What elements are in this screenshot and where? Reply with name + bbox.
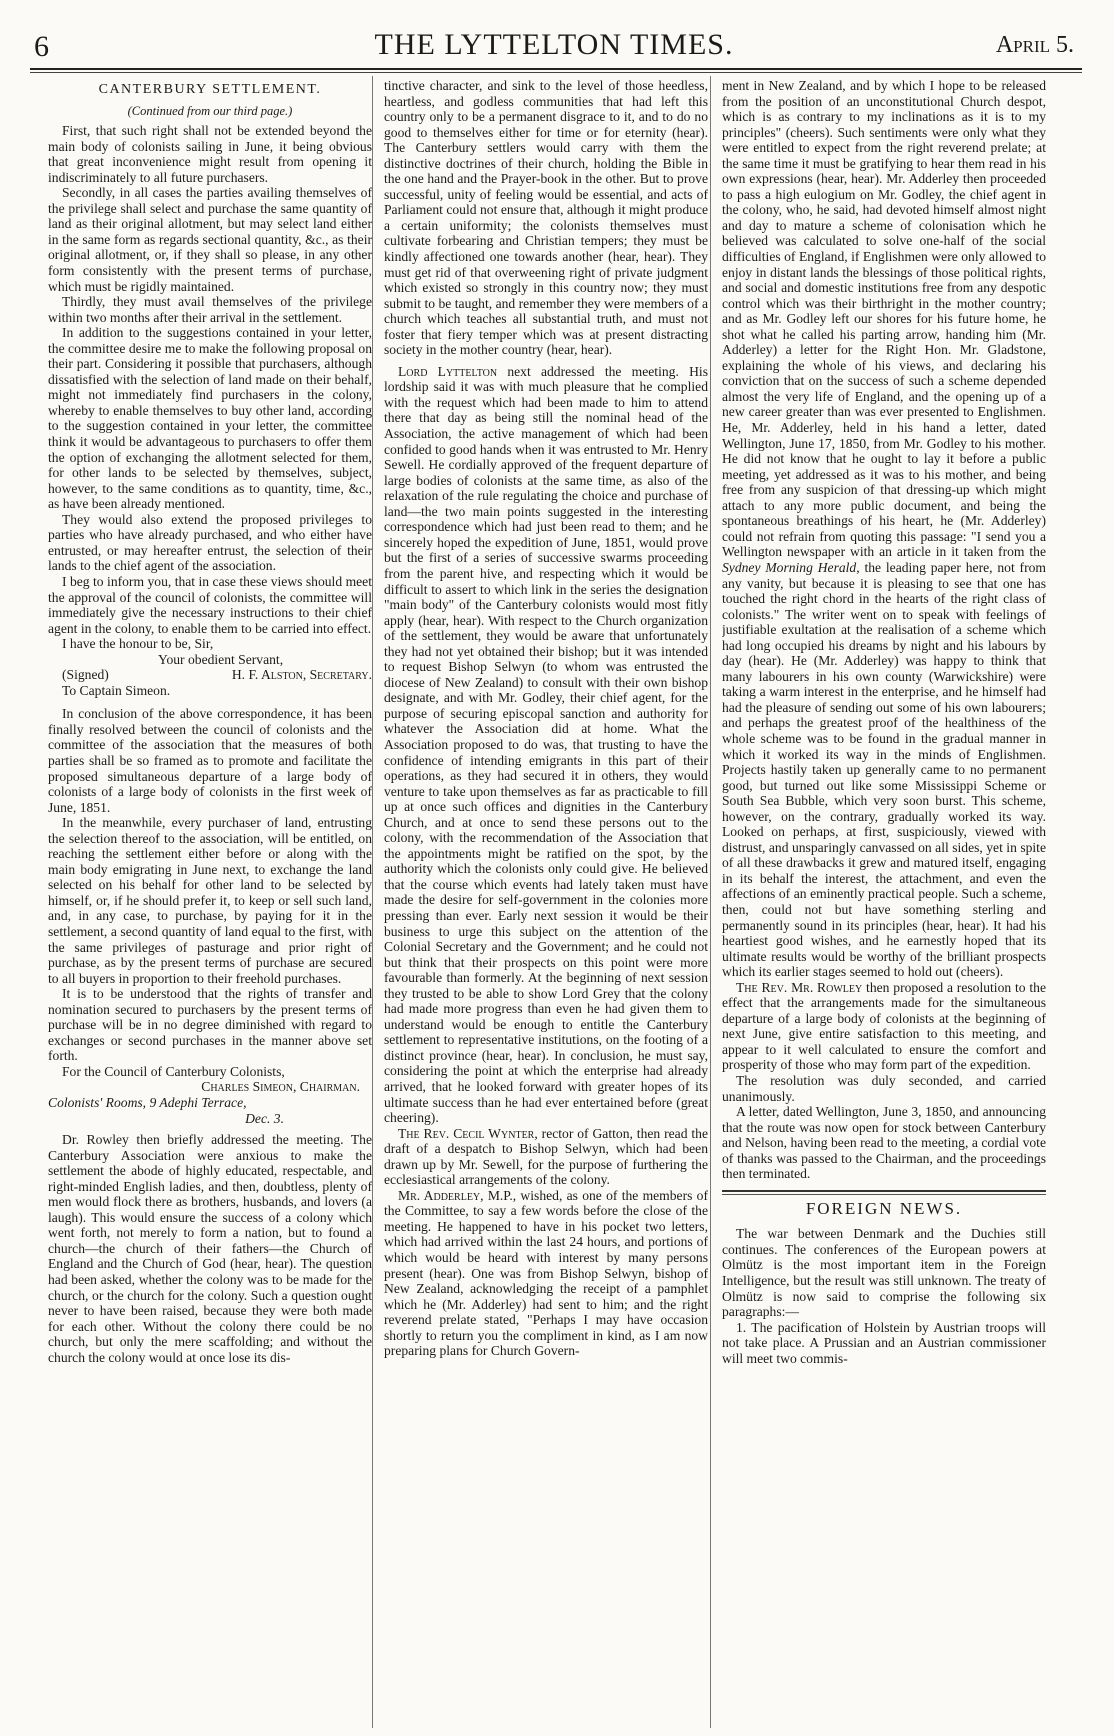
- paragraph: 1. The pacification of Holstein by Austrian troops will not take place. A Prussian and an Austrian commissioner will meet two commis-: [722, 1319, 1046, 1366]
- paragraph: In the meanwhile, every purchaser of land, entrusting the selection thereof to the association, will be entitled, on reaching the settlement either before or along with the main body emigrating in June next, to exchange the land selected on his behalf for other land to be selected by himself, or, if he should prefer it, to keep or sell such land, and, in any case, to purchase, by paying for it in the settlement, a second quantity of land equal to the first, with the same privileges of pasturage and prior right of purchase, as by the present terms of purchase are secured to all buyers in proportion to their freehold purchases.: [48, 815, 372, 986]
- newspaper-name: Sydney Morning Herald: [722, 559, 857, 575]
- column-divider: [710, 76, 711, 1728]
- section-rule: [722, 1194, 1046, 1195]
- paragraph-text: , M.P., wished, as one of the members of the Committee, to say a few words before the close of the meeting. He happened to have in his pocket two letters, which had arrived within the last 24 hours, and portions of which would be heard with interest by many persons present (hear). One was from Bishop Selwyn, bishop of New Zealand, acknowledging the receipt of a pamphlet which he (Mr. Adderley) had sent to him; and the right reverend prelate stated, "Perhaps I may have occasion shortly to return you the compliment in kind, as I am now preparing plans for Church Govern-: [384, 1187, 708, 1359]
- paragraph: Secondly, in all cases the parties availing themselves of the privilege shall select and purchase the same quantity of land as their original allotment, but may select land either in the same form as regards sectional quantity, &c., as their original allotment, or, if they shall so please, in any other form consistently with the present terms of purchase, which must be rigidly maintained.: [48, 185, 372, 294]
- paragraph: First, that such right shall not be extended beyond the main body of colonists sailing in June, it being obvious that great inconvenience might result from opening it indiscriminately to all future purchasers.: [48, 123, 372, 185]
- speaker-name: Mr. Adderley: [398, 1187, 481, 1203]
- paragraph: [384, 1126, 708, 1188]
- paragraph-text: then proposed a resolution to the effect that the arrangements made for the simultaneous departure of a large body of colonists at the beginning of next June, give entire satisfaction to this meeting, and appear to it well calculated to ensure the comfort and prosperity of those who may form part of the expedition.: [722, 979, 1046, 1073]
- paragraph-text: , rector of Gatton, then read the draft of a despatch to Bishop Selwyn, which had been drawn up by Mr. Sewell, for the purpose of furthering the ecclesiastical arrangements of the colony.: [384, 1125, 708, 1188]
- paragraph: A letter, dated Wellington, June 3, 1850, and announcing that the route was now open for stock between Canterbury and Nelson, having been read to the meeting, a cordial vote of thanks was passed to the Chairman, and the proceedings then terminated.: [722, 1104, 1046, 1182]
- paragraph: [384, 1188, 708, 1359]
- speaker-name: Lord Lyttelton: [398, 363, 498, 379]
- paragraph: The war between Denmark and the Duchies still continues. The conferences of the European powers at Olmütz is the most important item in the Foreign Intelligence, but the result was still unknown. The treaty of Olmütz is now said to comprise the following six paragraphs:—: [722, 1226, 1046, 1320]
- paragraph: [722, 980, 1046, 1073]
- masthead-rule-thick: [30, 68, 1082, 70]
- paragraph: Dr. Rowley then briefly addressed the meeting. The Canterbury Association were anxious to make the settlement the abode of highly educated, respectable, and right-minded English ladies, and then, doubtless, plenty of men would flock there as brothers, husbands, and lovers (a laugh). This would ensure the success of a colony which went forth, not merely to form a nation, but to found a church—the church of their fathers—the Church of England and the Church of God (hear, hear). The question had been asked, whether the colony was to be made for the church, or the church for the colony. Such a question ought never to have been raised, because they were both made for each other. Without the colony there could be no church, but only the mere scaffolding; and without the church the colony would at once lose its dis-: [48, 1132, 372, 1365]
- continued-note: (Continued from our third page.): [127, 103, 293, 118]
- issue-date: April 5.: [995, 32, 1074, 58]
- addressee: To Captain Simeon.: [62, 682, 171, 698]
- section-heading: CANTERBURY SETTLEMENT.: [98, 82, 322, 97]
- paragraph: The resolution was duly seconded, and carried unanimously.: [722, 1073, 1046, 1104]
- masthead: [34, 22, 1074, 68]
- speaker-name: The Rev. Mr. Rowley: [736, 979, 863, 995]
- paragraph-text: next addressed the meeting. His lordship said it was with much pleasure that he complied with the request which had been made to him to attend there that day as being still the nominal head of the Association, the active management of which had been confided to good hands when it was entrusted to Mr. Henry Sewell. He cordially approved of the frequent departure of large bodies of colonists at the same time, as also of the relaxation of the rule regulating the choice and purchase of land—the two main points suggested in the interesting correspondence which had just been read to them; and he sincerely hoped the expedition of June, 1851, would prove but the first of a series of successive swarms proceeding from the parent hive, and respecting which it would be difficult to assert to which link in the series the designation "main body" of the Canterbury colonists would most fitly apply (hear, hear). With respect to the Church organization of the settlement, they would be aware that unfortunately they had not yet obtained their bishop; but it was intended to request Bishop Selwyn (to whom was entrusted the diocese of New Zealand) to consult with their own bishop designate, and with Mr. Godley, their chief agent, for the purpose of securing episcopal sanction and authority for whatever the Association did at home. What the Association proposed to do was, that trusting to have the confidence of intending emigrants in this part of their operations, as they had secured it in others, they would venture to take upon themselves as far as practicable to fill up at once such offices and dignities in the Canterbury Church, and at once to send these persons out to the colony, with the recommendation of the Association that the appointments might be ratified on the spot, by the authority which the colonists only could give. He believed that the course which events had lately taken must have made the desire for self-government in the colonies more pressing than ever. Early next session it would be their business to urge this subject on the attention of the Colonial Secretary and the Government; and he could not but think that their prospects on this point were more favourable than formerly. At the beginning of next session they trusted to be able to show Lord Grey that the colony had made more progress than even he had given them to understand would be enough to entitle the Canterbury settlement to representative institutions, on the footing of a distinct province (hear, hear). In conclusion, he must say, considering the point at which the enterprise had already arrived, that he looked forward with greater hopes of its ultimate success than he had ever entertained before (great cheering).: [384, 363, 708, 1126]
- paragraph: [722, 78, 1046, 980]
- paragraph-text: , the leading paper here, not from any vanity, but because it is pleasing to see that one has touched the right chord in the hearts of the right class of colonists." The writer went on to speak with feelings of justifiable exultation at the realisation of a scheme which had long occupied his dreams by night and his labours by day (hear). He (Mr. Adderley) was happy to think that many labourers in his own county (Warwickshire) were taking a warm interest in the enterprise, and he himself had had the pleasure of sending out some of his own labourers; and perhaps the greatest proof of the healthiness of the whole scheme was to be found in the gradual manner in which it worked its way in the minds of Englishmen. Projects hastily taken up generally came to no permanent good, but turned out like some Mississippi Scheme or South Sea Bubble, which very soon burst. This scheme, however, on the contrary, gradually worked its way. Looked on perhaps, at first, suspiciously, viewed with distrust, and unsparingly canvassed on all sides, yet in spite of all these drawbacks it grew and matured itself, engaging in its behalf the interest, the attachment, and even the affections of an eminently practical people. Such a scheme, then, could not but have something sterling and permanently sound in its principles (hear, hear). It had his heartiest good wishes, and he earnestly hoped that its ultimate results would be worthy of the brilliant prospects which its earlier stages seemed to hold out (cheers).: [722, 559, 1046, 980]
- newspaper-title: THE LYTTELTON TIMES.: [374, 28, 734, 61]
- speaker-name: The Rev. Cecil Wynter: [398, 1125, 535, 1141]
- paragraph: They would also extend the proposed privileges to parties who have already purchased, and who either have entrusted, or may hereafter entrust, the selection of their lands to the chief agent of the association.: [48, 511, 372, 574]
- date-line: Dec. 3.: [245, 1110, 284, 1126]
- signatory: Charles Simeon, Chairman.: [201, 1079, 360, 1095]
- signed-label: (Signed): [62, 667, 109, 683]
- paragraph-text: ment in New Zealand, and by which I hope to be released from the position of an unconstitutional Church despot, which is as contrary to my inclinations as it is to my principles" (cheers). Such sentiments were only what they were entitled to expect from the right reverend prelate; at the same time it must be gratifying to hear them read in his own expressions (hear, hear). Mr. Adderley then proceeded to pass a high eulogium on Mr. Godley, the chief agent in the colony, who, he said, had devoted himself almost night and day to mature a scheme of colonisation which he believed was calculated to solve one-half of the social difficulties of England, if Englishmen were only allowed to enjoy in distant lands the blessings of those political rights, and social and domestic institutions free from any despotic control which was their birthright in the mother country; and as Mr. Godley left our shores for his future home, he shot what he called his parting arrow, handing him (Mr. Adderley) a letter for the Right Hon. Mr. Gladstone, explaining the whole of his views, and declaring his conviction that on the success of such a scheme depended almost the very life of England, and the opening up of a new career greater than was ever presented to Englishmen. He, Mr. Adderley, held in his hand a letter, dated Wellington, June 17, 1850, from Mr. Godley to his mother. He did not know that he ought to lay it before a public meeting, yet addressed as it was to his mother, and being free from any suspicion of that dressing-up which might attach to any more public document, and being the spontaneous breathings of his heart, he (Mr. Adderley) could not refrain from quoting this passage: "I send you a Wellington newspaper with an article in it taken from the: [722, 78, 1046, 560]
- paragraph: In addition to the suggestions contained in your letter, the committee desire me to make the following proposal on their part. Considering it possible that purchasers, although dissatisfied with the selection of land made on their behalf, might not immediately find purchasers in the colony, whereby to enable themselves to buy other land, according to the suggestion contained in your letter, the committee think it would be advantageous to purchasers to offer them the option of exchanging the allotment selected for them, for other lands to be selected by themselves, subject, however, to the same conditions as to quantity, time, &c., as have been already mentioned.: [48, 325, 372, 512]
- column-2: [384, 78, 708, 1728]
- signature-line: [48, 667, 372, 683]
- signature-line: For the Council of Canterbury Colonists,: [62, 1063, 285, 1079]
- signature-line: Your obedient Servant,: [158, 651, 284, 667]
- signatory: H. F. Alston, Secretary.: [231, 667, 372, 683]
- column-divider: [372, 76, 373, 1728]
- paragraph: Thirdly, they must avail themselves of the privilege within two months after their arrival in the settlement.: [48, 294, 372, 325]
- foreign-news-section: [722, 1190, 1046, 1366]
- section-heading: FOREIGN NEWS.: [805, 1198, 963, 1218]
- column-1: [48, 78, 372, 1728]
- paragraph: In conclusion of the above correspondence, it has been finally resolved between the council of colonists and the committee of the association that the measures of both parties shall be so framed as to promote and facilitate the proposed simultaneous departure of a large body of colonists of a large body of colonists in the first week of June, 1851.: [48, 706, 372, 815]
- paragraph: It is to be understood that the rights of transfer and nomination secured to purchasers by the present terms of purchase will be in no degree diminished with regard to exchanges or second purchases in the manner above set forth.: [48, 986, 372, 1064]
- masthead-rule-thin: [30, 72, 1082, 73]
- paragraph: tinctive character, and sink to the level of those heedless, heartless, and godless communities that had left this country only to be a permanent disgrace to it, and to do no good to themselves either for time or for eternity (hear). The Canterbury settlers would carry with them the distinctive doctrines of their church, holding the Bible in the one hand and the Prayer-book in the other. But to prove successful, unity of feeling would be essential, and acts of Parliament could not ensure that, although it might produce a certain uniformity; the colonists themselves must cultivate forbearing and Christian tempers; they must be kindly affectioned one towards another (hear, hear). They must get rid of that overweening right of private judgment which existed so strongly in this country now; they must submit to be taught, and remember they were members of a church which teaches all substantial truth, and must not foster that fiery temper which was at present distracting society in the mother country (hear, hear).: [384, 78, 708, 358]
- section-rule: [722, 1190, 1046, 1192]
- address-line: Colonists' Rooms, 9 Adephi Terrace,: [48, 1095, 247, 1110]
- paragraph: [384, 364, 708, 1126]
- column-3: [722, 78, 1046, 1728]
- paragraph: I beg to inform you, that in case these views should meet the approval of the council of colonists, the committee will immediately give the necessary instructions to their chief agent in the colony, to enable them to be carried into effect.: [48, 573, 372, 636]
- signature-line: I have the honour to be, Sir,: [62, 636, 214, 652]
- page-number: 6: [34, 30, 49, 63]
